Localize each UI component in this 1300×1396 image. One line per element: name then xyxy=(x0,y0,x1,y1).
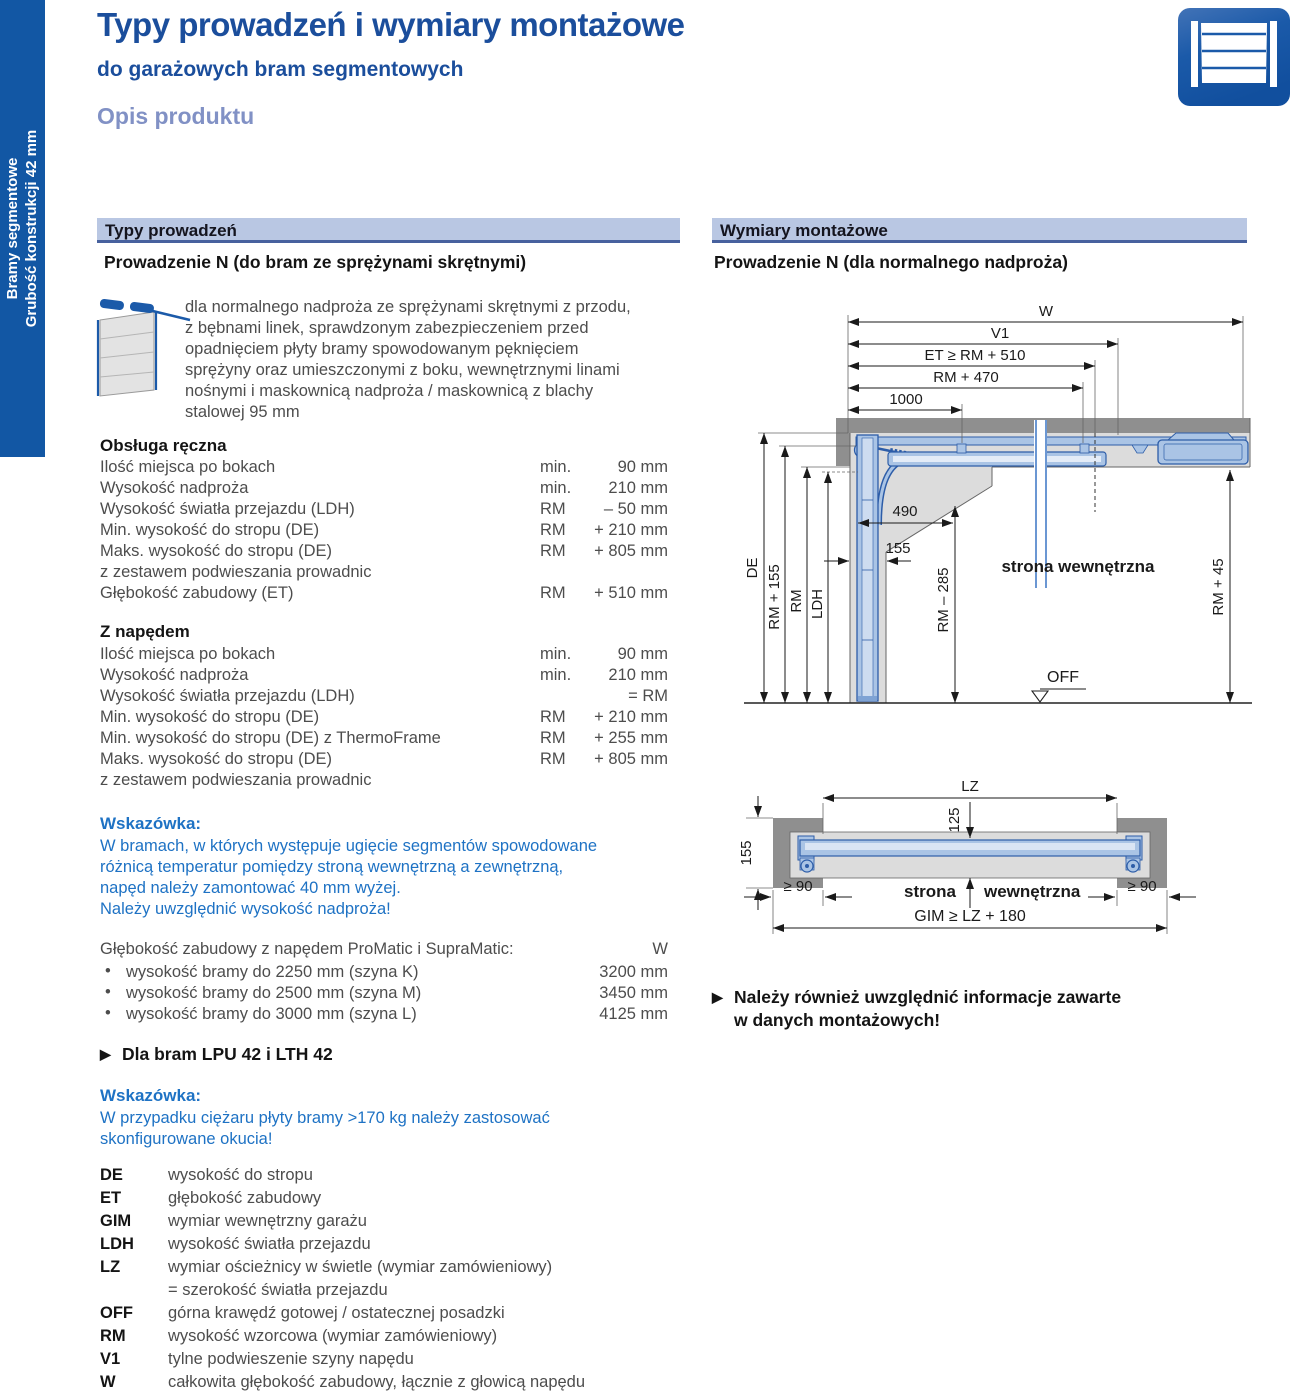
legend-term: W xyxy=(100,1373,116,1391)
note-line xyxy=(712,986,1121,1009)
spec-prefix: min. xyxy=(540,666,572,684)
section-title: Opis produktu xyxy=(97,103,255,129)
table-row xyxy=(100,771,668,792)
spec-value: + 210 mm xyxy=(594,521,668,539)
spec-value: + 210 mm xyxy=(594,708,668,726)
note-line-text: Należy również uwzględnić informacje zawarte xyxy=(734,987,1122,1007)
spec-prefix: RM xyxy=(540,708,566,726)
table-row xyxy=(100,542,668,563)
dim-v1: V1 xyxy=(990,325,1010,342)
dim-490: 490 xyxy=(892,503,918,520)
spec-label: Ilość miejsca po bokach xyxy=(100,645,276,663)
spec-value: 210 mm xyxy=(608,666,668,684)
dim-rm155: RM + 155 xyxy=(766,564,783,630)
table-row xyxy=(100,584,668,605)
sidebar-tab xyxy=(0,0,45,457)
spec-prefix: min. xyxy=(540,458,572,476)
spec-prefix: RM xyxy=(540,521,566,539)
drive-section-title: Z napędem xyxy=(100,622,190,641)
dim-155: 155 xyxy=(738,840,755,866)
door-panel xyxy=(857,435,878,701)
legend-desc: = szerokość światła przejazdu xyxy=(168,1281,388,1299)
legend-desc: górna krawędź gotowej / ostatecznej posadzki xyxy=(168,1304,505,1322)
spec-prefix: RM xyxy=(540,729,566,747)
intro-line: nośnymi i maskownicą nadproża / maskownicą z blachy xyxy=(185,382,594,400)
spec-label: Wysokość nadproża xyxy=(100,479,249,497)
track-type-n-icon xyxy=(92,294,192,422)
legend-desc: wymiar wewnętrzny garażu xyxy=(168,1212,367,1230)
spec-prefix: RM xyxy=(540,584,566,602)
spec-value: + 510 mm xyxy=(594,584,668,602)
sidebar-line2: Grubość konstrukcji 42 mm xyxy=(23,129,40,328)
note2-title: Wskazówka: xyxy=(100,1086,202,1105)
spec-value: 210 mm xyxy=(608,479,668,497)
legend-row xyxy=(100,1281,700,1304)
sidebar-line1: Bramy segmentowe xyxy=(4,157,21,300)
spec-value: 90 mm xyxy=(617,645,668,663)
spec-label: Maks. wysokość do stropu (DE) xyxy=(100,750,332,768)
spec-label: Min. wysokość do stropu (DE) xyxy=(100,521,320,539)
dim-w: W xyxy=(1038,303,1054,320)
dim-ldh: LDH xyxy=(809,588,826,620)
plan-section-drawing xyxy=(712,770,1300,965)
intro-line: dla normalnego nadproża ze sprężynami skrętnymi z przodu, xyxy=(185,298,631,316)
legend-term: OFF xyxy=(100,1304,133,1322)
legend-list xyxy=(100,1166,700,1396)
legend-desc: całkowita głębokość zabudowy, łącznie z głowicą napędu xyxy=(168,1373,586,1391)
spec-prefix: RM xyxy=(540,542,566,560)
item-value: 3450 mm xyxy=(599,984,668,1002)
note1-line: różnicą temperatur pomiędzy stroną wewnętrzną a zewnętrzną, xyxy=(100,858,564,876)
spec-value: 90 mm xyxy=(617,458,668,476)
off-label: OFF xyxy=(1047,669,1079,686)
spec-label: z zestawem podwieszania prowadnic xyxy=(100,771,372,789)
dim-rm470: RM + 470 xyxy=(933,369,999,386)
legend-term: LDH xyxy=(100,1235,134,1253)
lpu-heading-text: Dla bram LPU 42 i LTH 42 xyxy=(122,1044,333,1064)
legend-row xyxy=(100,1212,700,1235)
legend-row xyxy=(100,1350,700,1373)
dim-155: 155 xyxy=(885,540,911,557)
bullet: • xyxy=(105,1004,111,1022)
legend-row xyxy=(100,1189,700,1212)
dim-lz: LZ xyxy=(961,778,979,795)
bullet: • xyxy=(105,962,111,980)
spec-value: + 805 mm xyxy=(594,750,668,768)
legend-term: GIM xyxy=(100,1212,132,1230)
item-value: 4125 mm xyxy=(599,1005,668,1023)
legend-desc: tylne podwieszenie szyny napędu xyxy=(168,1350,414,1368)
legend-term: DE xyxy=(100,1166,123,1184)
dim-ge90-left: ≥ 90 xyxy=(783,878,813,895)
dim-rm285: RM – 285 xyxy=(935,567,952,633)
legend-term: V1 xyxy=(100,1350,121,1368)
depth-header xyxy=(100,940,668,961)
list-item xyxy=(100,1005,668,1026)
note1-body xyxy=(100,836,680,920)
table-row xyxy=(100,666,668,687)
dim-rm: RM xyxy=(788,589,805,613)
dim-ge90-right: ≥ 90 xyxy=(1127,878,1157,895)
bullet: • xyxy=(105,983,111,1001)
list-item xyxy=(100,984,668,1005)
legend-desc: głębokość zabudowy xyxy=(168,1189,322,1207)
item-label: wysokość bramy do 2500 mm (szyna M) xyxy=(126,984,422,1002)
inner-side-label-2: wewnętrzna xyxy=(984,882,1081,901)
dim-1000: 1000 xyxy=(889,391,923,408)
spec-prefix: RM xyxy=(540,750,566,768)
table-row xyxy=(100,458,668,479)
spec-label: Maks. wysokość do stropu (DE) xyxy=(100,542,332,560)
spec-label: Wysokość światła przejazdu (LDH) xyxy=(100,687,355,705)
table-row xyxy=(100,521,668,542)
intro-line: sprężyny oraz umieszczonymi z boku, wewnętrznymi linami xyxy=(185,361,620,379)
spec-label: Min. wysokość do stropu (DE) z ThermoFrame xyxy=(100,729,441,747)
sectional-door-icon xyxy=(1178,8,1290,106)
page-title: Typy prowadzeń i wymiary montażowe xyxy=(97,6,685,43)
legend-desc: wysokość do stropu xyxy=(168,1166,313,1184)
spec-value: + 805 mm xyxy=(594,542,668,560)
legend-row xyxy=(100,1166,700,1189)
dim-et: ET ≥ RM + 510 xyxy=(924,347,1026,364)
drive-spec-table xyxy=(100,645,668,792)
panel-header-typy-prowadzen: Typy prowadzeń xyxy=(97,218,680,243)
install-data-note xyxy=(712,986,1121,1032)
item-value: 3200 mm xyxy=(599,963,668,981)
side-section-drawing xyxy=(712,290,1300,760)
note1-line: napęd należy zamontować 40 mm wyżej. xyxy=(100,879,401,897)
sidebar-label xyxy=(0,0,45,457)
inner-side-label-1: strona xyxy=(904,882,956,901)
table-row xyxy=(100,479,668,500)
legend-term: LZ xyxy=(100,1258,121,1276)
legend-row xyxy=(100,1304,700,1327)
intro-line: stalowej 95 mm xyxy=(185,403,300,421)
table-row xyxy=(100,645,668,666)
spec-value: = RM xyxy=(628,687,668,705)
legend-term: RM xyxy=(100,1327,126,1345)
note2-line: W przypadku ciężaru płyty bramy >170 kg należy zastosować xyxy=(100,1109,550,1127)
spec-prefix: min. xyxy=(540,479,572,497)
triangle-bullet-icon: ▶ xyxy=(100,1046,111,1062)
dimension-labels xyxy=(744,303,1227,686)
legend-row xyxy=(100,1327,700,1350)
depth-unit: W xyxy=(652,940,668,958)
dim-rm45: RM + 45 xyxy=(1210,558,1227,616)
spec-label: Wysokość światła przejazdu (LDH) xyxy=(100,500,355,518)
note2-line: skonfigurowane okucia! xyxy=(100,1130,273,1148)
note1-title: Wskazówka: xyxy=(100,814,202,833)
spec-value: – 50 mm xyxy=(603,500,668,518)
spec-label: Wysokość nadproża xyxy=(100,666,249,684)
table-row xyxy=(100,708,668,729)
note-line-text: w danych montażowych! xyxy=(734,1010,941,1030)
page-subtitle: do garażowych bram segmentowych xyxy=(97,58,464,81)
inner-side-label: strona wewnętrzna xyxy=(1001,557,1155,576)
note2-body xyxy=(100,1108,680,1150)
legend-desc: wymiar ościeżnicy w świetle (wymiar zamówieniowy) xyxy=(168,1258,553,1276)
legend-desc: wysokość wzorcowa (wymiar zamówieniowy) xyxy=(168,1327,498,1345)
spec-label: z zestawem podwieszania prowadnic xyxy=(100,563,372,581)
spec-prefix: min. xyxy=(540,645,572,663)
spec-label: Głębokość zabudowy (ET) xyxy=(100,584,294,602)
legend-desc: wysokość światła przejazdu xyxy=(168,1235,371,1253)
intro-line: opadnięciem płyty bramy spowodowanym pęknięciem xyxy=(185,340,579,358)
item-label: wysokość bramy do 3000 mm (szyna L) xyxy=(126,1005,417,1023)
manual-spec-table xyxy=(100,458,668,605)
right-subheading: Prowadzenie N (dla normalnego nadproża) xyxy=(714,252,1068,272)
note1-line: Należy uwzględnić wysokość nadproża! xyxy=(100,900,391,918)
table-row xyxy=(100,500,668,521)
legend-row xyxy=(100,1258,700,1281)
dim-gim: GIM ≥ LZ + 180 xyxy=(914,908,1026,925)
intro-paragraph xyxy=(185,297,685,423)
depth-label: Głębokość zabudowy z napędem ProMatic i SupraMatic: xyxy=(100,940,514,958)
lpu-heading xyxy=(100,1044,333,1065)
legend-row xyxy=(100,1235,700,1258)
manual-section-title: Obsługa ręczna xyxy=(100,436,227,455)
intro-line: z bębnami linek, sprawdzonym zabezpieczeniem przed xyxy=(185,319,589,337)
panel-header-wymiary: Wymiary montażowe xyxy=(712,218,1247,243)
spec-label: Ilość miejsca po bokach xyxy=(100,458,276,476)
table-row xyxy=(100,687,668,708)
table-row xyxy=(100,563,668,584)
triangle-bullet-icon: ▶ xyxy=(712,989,723,1005)
depth-list xyxy=(100,963,668,1026)
table-row xyxy=(100,750,668,771)
left-subheading: Prowadzenie N (do bram ze sprężynami skrętnymi) xyxy=(104,252,527,272)
note1-line: W bramach, w których występuje ugięcie segmentów spowodowane xyxy=(100,837,598,855)
dim-de: DE xyxy=(744,557,761,579)
item-label: wysokość bramy do 2250 mm (szyna K) xyxy=(126,963,419,981)
dim-125: 125 xyxy=(946,807,963,833)
spec-label: Min. wysokość do stropu (DE) xyxy=(100,708,320,726)
table-row xyxy=(100,729,668,750)
spec-value: + 255 mm xyxy=(594,729,668,747)
spec-prefix: RM xyxy=(540,500,566,518)
legend-term: ET xyxy=(100,1189,122,1207)
list-item xyxy=(100,963,668,984)
